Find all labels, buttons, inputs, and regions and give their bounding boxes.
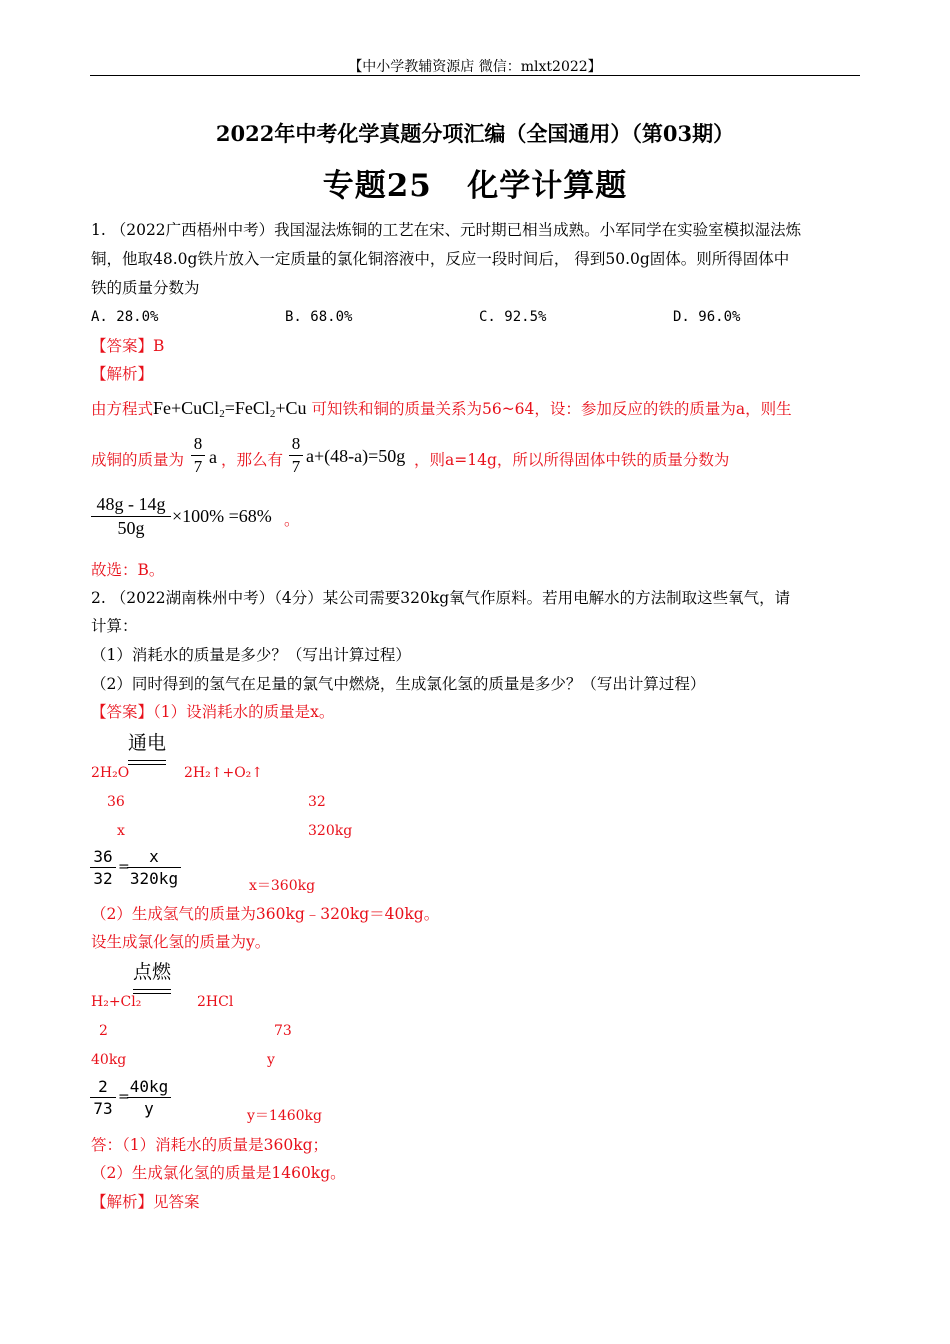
q2-analysis — [91, 1192, 200, 1212]
q2-sub-question-2: （2）同时得到的氢气在足量的氯气中燃烧，生成氯化氢的质量是多少？（写出计算过程） — [91, 675, 706, 693]
percent-end: 。 — [284, 511, 300, 529]
frac-numerator: 2 — [90, 1077, 116, 1098]
page-header: 【中小学教辅资源店 微信：mlxt2022】 — [348, 59, 602, 75]
frac-denominator: 7 — [291, 457, 301, 476]
q1-choose: 故选：B。 — [91, 561, 165, 579]
q2-stem-line1: 2. （2022湖南株州中考）（4分）某公司需要320kg氧气作原料。若用电解水的方法制取这些氧气，请 — [91, 589, 791, 607]
eq-equals: = — [224, 398, 235, 418]
doc-subtitle: 专题25 化学计算题 — [322, 168, 628, 204]
r1-var-right: 320kg — [308, 823, 353, 839]
q2-h2-mass: （2）生成氢气的质量为360kg﹣320kg＝40kg。 — [91, 905, 440, 923]
solution-mid: 可知铁和铜的质量关系为56~64，设：参加反应的铁的质量为a，则生 — [311, 400, 792, 418]
frac-denominator: 32 — [93, 869, 113, 888]
header-rule — [90, 75, 860, 76]
condition-label: 通电 — [128, 732, 167, 754]
q2-stem-line2: 计算： — [91, 617, 138, 635]
solution-prefix: 由方程式 — [91, 400, 154, 418]
frac-denominator: y — [144, 1099, 154, 1118]
q2-final-answer-2: （2）生成氯化氢的质量是1460kg。 — [91, 1164, 346, 1182]
analysis-value: 见答案 — [153, 1193, 200, 1211]
eq-subscript: 2 — [269, 408, 276, 420]
q1-sol2-end: ，则a=14g，所以所得固体中铁的质量分数为 — [414, 451, 730, 469]
r2-mass-left: 2 — [99, 1023, 108, 1039]
r2-fraction-equals: = — [118, 1089, 130, 1105]
frac-denominator: 7 — [193, 457, 203, 476]
q1-sol2-prefix: 成铜的质量为 — [91, 451, 185, 469]
q2-sub-question-1: （1）消耗水的质量是多少？（写出计算过程） — [91, 646, 411, 664]
frac-denominator: 50g — [117, 518, 145, 538]
r2-mass-right: 73 — [274, 1023, 292, 1039]
fraction-8-7-second — [289, 434, 303, 477]
eq-part-d: +Cu — [275, 398, 307, 418]
r1-right: 2H₂↑+O₂↑ — [184, 765, 264, 781]
r2-var-left: 40kg — [91, 1052, 127, 1068]
percent-result: ×100% =68% — [172, 506, 272, 526]
frac-denominator: 320kg — [129, 869, 179, 888]
q1-answer — [91, 336, 164, 356]
frac-numerator: 48g - 14g — [91, 494, 171, 517]
frac-denominator: 73 — [93, 1099, 113, 1118]
q1-option-a: A. 28.0% — [91, 309, 159, 325]
r1-fraction-equals: = — [118, 859, 130, 875]
q1-sol2-mid: ，那么有 — [221, 451, 284, 469]
answer-text: （1）设消耗水的质量是x。 — [153, 703, 335, 721]
frac-numerator: 36 — [90, 847, 116, 868]
q1-stem-line3: 铁的质量分数为 — [91, 279, 200, 297]
r1-result: x＝360kg — [249, 878, 316, 894]
q1-stem-line1: 1. （2022广西梧州中考）我国湿法炼铜的工艺在宋、元时期已相当成熟。小军同学在实验室模拟湿法炼 — [91, 221, 802, 239]
q2-answer-line1 — [91, 702, 334, 722]
frac-numerator: 40kg — [127, 1077, 171, 1098]
fraction-8-7 — [191, 434, 205, 477]
r1-fraction-left — [90, 847, 116, 888]
q2-let-y: 设生成氯化氢的质量为y。 — [91, 933, 271, 951]
frac-numerator: x — [127, 847, 181, 868]
answer-value: B — [153, 337, 165, 355]
condition-electrolysis — [128, 728, 166, 765]
q2-final-answer-1: 答：（1）消耗水的质量是360kg； — [91, 1136, 329, 1154]
frac-numerator: 8 — [289, 434, 303, 456]
analysis-label: 【解析】 — [91, 1193, 154, 1211]
frac-numerator: 8 — [191, 434, 205, 456]
percent-fraction — [91, 494, 171, 539]
r1-mass-left: 36 — [107, 794, 125, 810]
q1-option-d: D. 96.0% — [673, 309, 741, 325]
condition-ignition — [133, 957, 171, 994]
eq-part-c: FeCl — [234, 398, 270, 418]
var-a: a — [209, 447, 217, 467]
q1-analysis-label: 【解析】 — [91, 365, 154, 383]
equation-2: a+(48-a)=50g — [306, 446, 406, 466]
r2-result: y＝1460kg — [247, 1108, 322, 1124]
r2-right: 2HCl — [197, 994, 234, 1010]
q1-option-b: B. 68.0% — [285, 309, 353, 325]
r1-var-left: x — [117, 823, 125, 839]
answer-label: 【答案】 — [91, 703, 154, 721]
r2-left: H₂+Cl₂ — [91, 994, 142, 1010]
doc-title: 2022年中考化学真题分项汇编（全国通用）（第03期） — [215, 121, 735, 146]
r2-fraction-left — [90, 1077, 116, 1118]
r1-fraction-right — [127, 847, 181, 888]
eq-subscript: 2 — [219, 408, 225, 420]
q1-solution-line1 — [91, 398, 792, 424]
condition-label: 点燃 — [133, 961, 172, 983]
r1-mass-right: 32 — [308, 794, 326, 810]
q1-stem-line2: 铜，他取48.0g铁片放入一定质量的氯化铜溶液中，反应一段时间后， 得到50.0g固体。则所得固体中 — [91, 250, 790, 268]
q1-option-c: C. 92.5% — [479, 309, 547, 325]
r2-fraction-right — [127, 1077, 171, 1118]
eq-part-a: Fe+CuCl — [153, 398, 220, 418]
r1-left: 2H₂O — [91, 765, 130, 781]
answer-label: 【答案】 — [91, 337, 154, 355]
condition-rule — [128, 761, 166, 765]
r2-var-right: y — [267, 1052, 275, 1068]
reaction-equation — [153, 398, 307, 418]
